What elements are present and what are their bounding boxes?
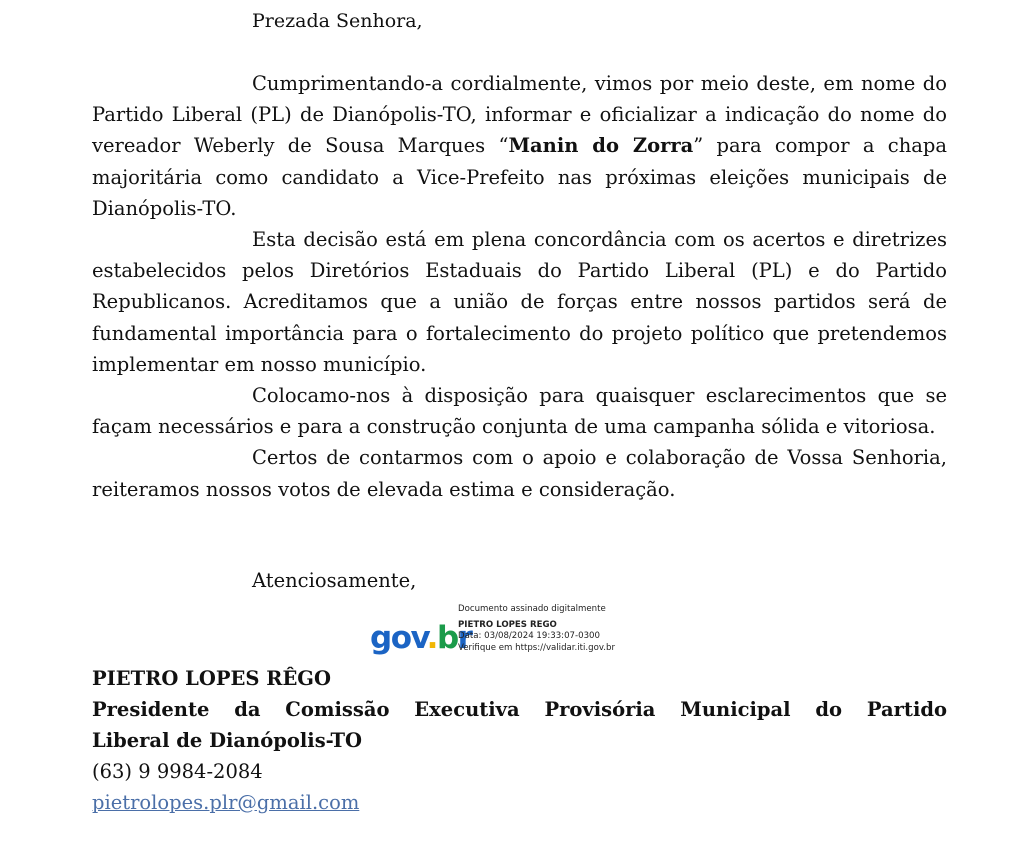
paragraph-1-text-start: Cumprimentando-a cordialmente, vimos por meio deste, em nome do Partido Liberal (PL) de Dianópolis-TO, informar e oficializar a indicação do nome do vereador Weberly de Sousa Marques “ xyxy=(92,72,947,158)
signature-signer: PIETRO LOPES REGO xyxy=(458,619,557,630)
greeting: Prezada Senhora, xyxy=(252,10,423,32)
signer-email-link[interactable]: pietrolopes.plr@gmail.com xyxy=(92,791,360,814)
signature-label: Documento assinado digitalmente xyxy=(458,604,606,614)
nickname-bold: Manin do Zorra xyxy=(508,134,694,158)
signature-info xyxy=(458,604,615,654)
signature-date: Data: 03/08/2024 19:33:07-0300 xyxy=(458,631,600,641)
signer-role-line2: Liberal de Dianópolis-TO xyxy=(92,729,363,752)
paragraph-3: Colocamo-nos à disposição para quaisquer esclarecimentos que se façam necessários e para a construção conjunta de uma campanha sólida e vitoriosa. xyxy=(92,384,947,439)
letter-body xyxy=(92,68,947,505)
digital-signature-stamp xyxy=(370,604,670,664)
signer-role-line1: Presidente da Comissão Executiva Provisória Municipal do Partido xyxy=(92,698,947,721)
signer-block xyxy=(92,663,947,818)
signer-phone: (63) 9 9984-2084 xyxy=(92,760,263,783)
govbr-logo-gov: gov xyxy=(370,620,427,656)
govbr-logo-dot: . xyxy=(426,620,437,656)
closing: Atenciosamente, xyxy=(252,569,417,592)
paragraph-4: Certos de contarmos com o apoio e colaboração de Vossa Senhoria, reiteramos nossos votos de elevada estima e consideração. xyxy=(92,446,947,501)
signer-name: PIETRO LOPES RÊGO xyxy=(92,667,331,690)
paragraph-2: Esta decisão está em plena concordância com os acertos e diretrizes estabelecidos pelos Diretórios Estaduais do Partido Liberal (PL) e do Partido Republicanos. Acreditamos que a união de forças entre nossos partidos será de fundamental importância para o fortalecimento do projeto político que pretendemos implementar em nosso município. xyxy=(92,228,947,376)
govbr-logo-b: b xyxy=(436,620,458,656)
paragraph-1-text-end: ” para compor a chapa majoritária como candidato a Vice-Prefeito nas próximas eleições municipais de Dianópolis-TO. xyxy=(92,134,948,220)
signer-role xyxy=(92,694,947,756)
govbr-logo-r: r xyxy=(457,620,472,656)
signature-verify: Verifique em https://validar.iti.gov.br xyxy=(458,642,615,653)
govbr-logo xyxy=(370,620,471,656)
paragraph-1 xyxy=(92,68,947,224)
